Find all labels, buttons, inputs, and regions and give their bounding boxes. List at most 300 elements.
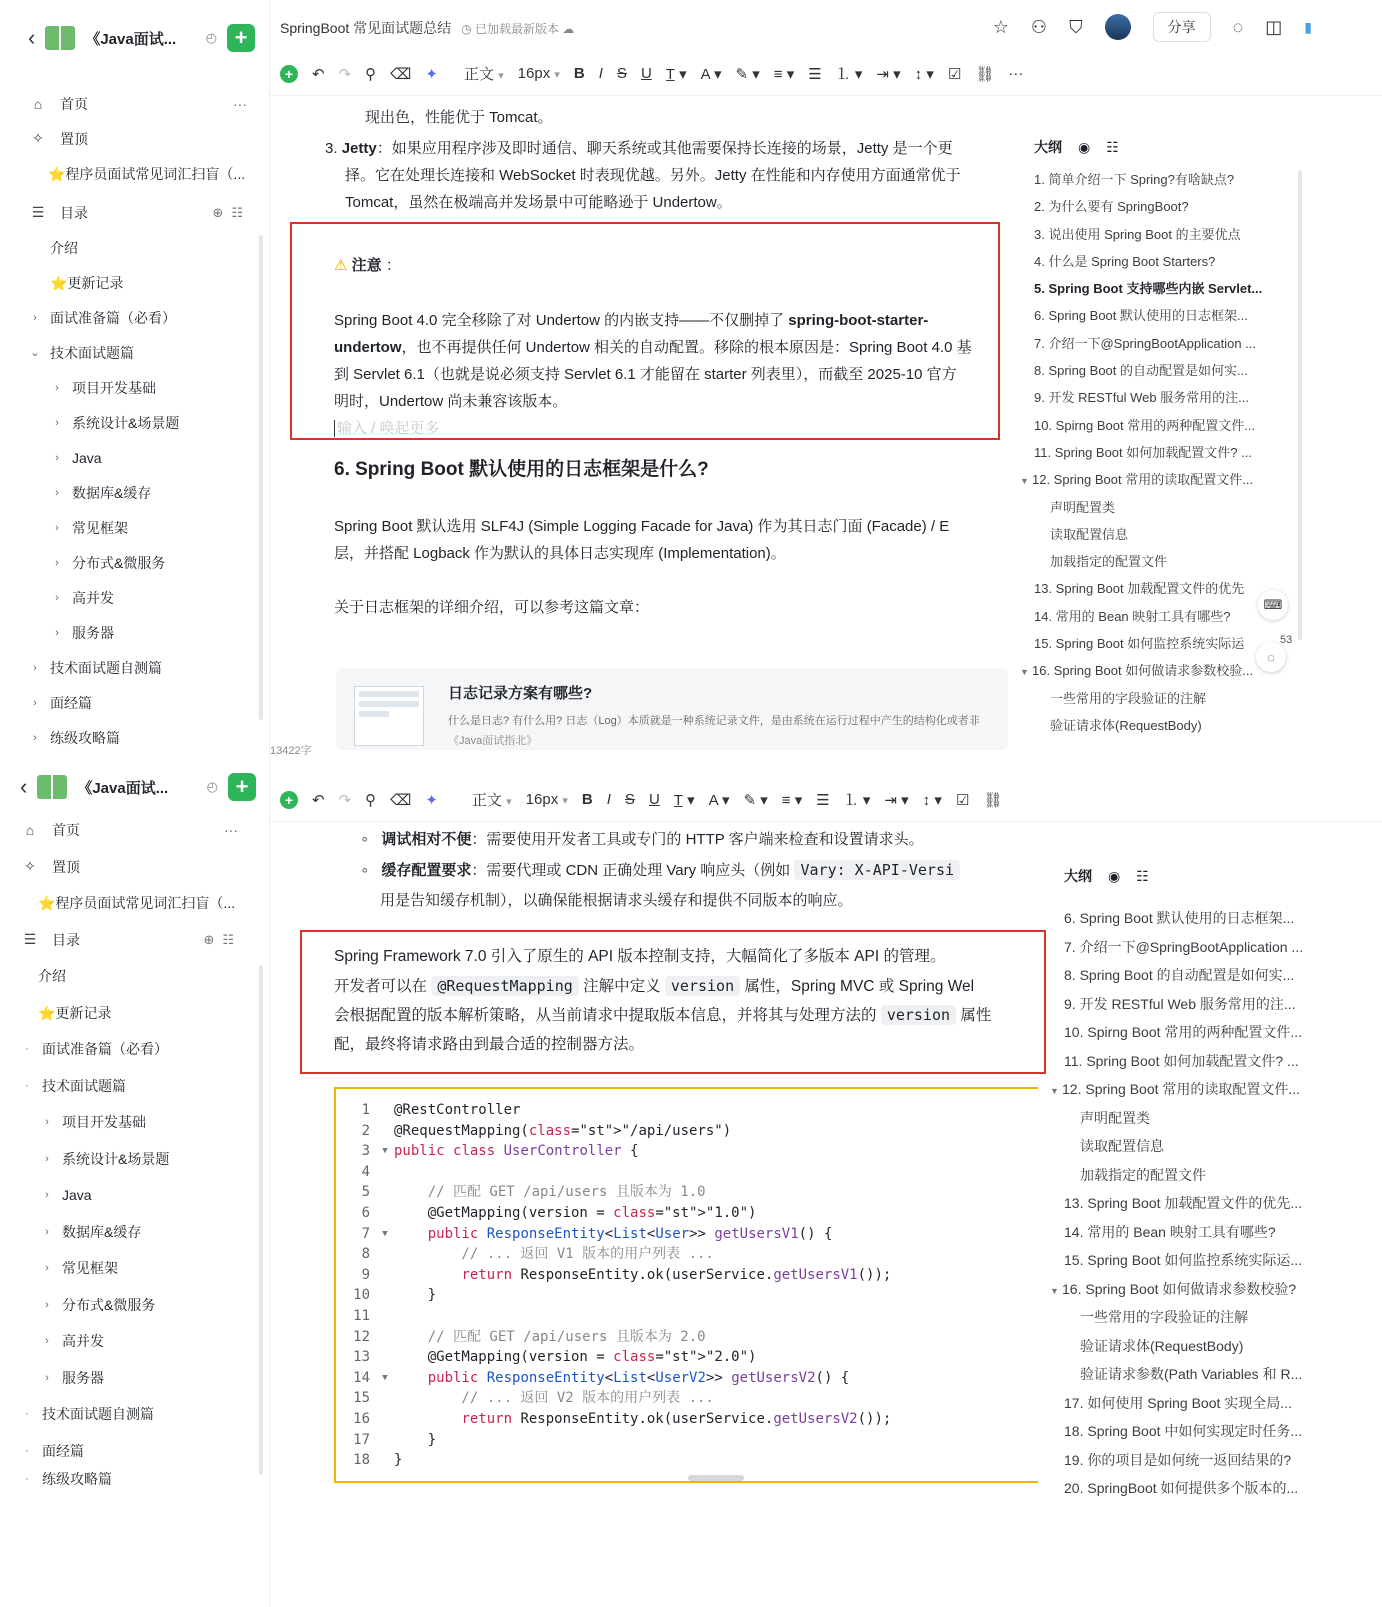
chevron-right-icon[interactable]: › [45,1189,49,1202]
paragraph: 关于日志框架的详细介绍，可以参考这篇文章： [334,599,650,616]
sidebar-item-label: 首页 [60,95,88,112]
chevron-down-icon[interactable]: ▼ [1050,1086,1059,1096]
sidebar-item-label: 目录 [60,204,88,221]
settings-circle-icon[interactable]: ◴ [206,779,218,794]
outline-item-expandable[interactable] [1050,1276,1340,1305]
sidebar-item-label: 面试准备篇（必看） [42,1041,168,1058]
settings-circle-icon[interactable]: ◴ [205,30,217,45]
chevron-right-icon[interactable]: › [45,1116,49,1129]
sidebar-item-label: 项目开发基础 [62,1114,146,1131]
back-icon[interactable]: ‹ [28,25,36,50]
redo-icon[interactable]: ↷ [338,65,352,83]
outline-item[interactable]: 18. Spring Boot 中如何实现定时任务... [1064,1423,1303,1439]
code-text: public class UserController { [394,1143,639,1160]
sidebar-item-label: ⭐程序员面试常见词汇扫盲（... [48,165,246,182]
fold-spacer [376,1162,394,1183]
code-text: // 匹配 GET /api/users 且版本为 2.0 [394,1328,706,1345]
strikethrough-icon[interactable]: S [624,791,635,808]
line-number: 9 [361,1266,370,1283]
card-title: 日志记录方案有哪些? [448,685,593,702]
sidebar-item-label: 面试准备篇（必看） [50,309,176,326]
sidebar-item-label: 常见框架 [62,1260,118,1277]
collaborator-icon[interactable]: ⚇ [1030,16,1048,37]
sidebar-scrollbar[interactable] [259,965,263,1475]
chevron-right-icon[interactable]: › [55,451,59,464]
bullet-text: ：需要使用开发者工具或专门的 HTTP 客户端来检查和设置请求头。 [471,831,924,848]
sidebar-item-intro[interactable] [20,958,260,995]
sidebar-item-toc[interactable] [20,922,260,959]
eye-icon[interactable]: ◉ [1078,138,1091,155]
line-number: 6 [361,1204,370,1221]
code-block[interactable] [334,1087,1038,1483]
back-icon[interactable]: ‹ [20,774,28,799]
sidebar-header [0,0,269,76]
toc-tools-icon[interactable]: ⊕☷ [203,931,242,947]
chevron-right-icon[interactable]: › [33,731,37,744]
sidebar-item-java[interactable] [28,440,269,475]
sidebar-item-intro[interactable] [28,230,269,265]
chevron-right-icon[interactable]: › [45,1225,49,1238]
bullet-bold: 缓存配置要求 [381,862,472,879]
sidebar-item-prep[interactable] [20,1031,260,1068]
sidebar-item-changelog[interactable] [20,995,260,1032]
font-size-select[interactable] [526,791,568,808]
chevron-right-icon[interactable]: › [55,416,59,429]
warning-icon: ⚠ [334,257,348,274]
inline-code: @RequestMapping [431,976,578,996]
outline-subitem[interactable]: 验证请求参数(Path Variables 和 R... [1080,1366,1303,1382]
editor-pane-bottom [0,775,1382,1607]
line-number: 16 [353,1410,370,1427]
note-text: ，也不再提供任何 Undertow 相关的自动配置。移除的根本原因是：Spring Boot 4.0 基 [401,339,972,356]
code-text: return ResponseEntity.ok(userService.getUsersV1()); [461,1266,892,1283]
outline-item[interactable]: 11. Spring Boot 如何加载配置文件? ... [1034,444,1252,460]
line-number: 2 [361,1122,370,1139]
sidebar-item-label: 置顶 [52,858,80,875]
sidebar-item-db[interactable] [20,1214,260,1251]
outline-item-label: 12. Spring Boot 常用的读取配置文件... [1062,1081,1301,1097]
share-button[interactable]: 分享 [1153,12,1211,42]
code-text: // ... 返回 V1 版本的用户列表 ... [394,1246,714,1263]
pin-icon: ✧ [24,858,36,875]
chevron-down-icon: ▾ [562,795,568,807]
underline-icon[interactable]: U [648,791,660,808]
chevron-down-icon[interactable]: ⌄ [30,347,40,359]
sidebar-scrollbar[interactable] [259,235,263,720]
sidebar-item-label: 置顶 [60,130,88,147]
sidebar-item-db[interactable] [28,475,269,510]
list-icon[interactable]: ☷ [1106,138,1119,155]
outline-item[interactable]: 17. 如何使用 Spring Boot 实现全局... [1064,1394,1292,1411]
ordered-list-icon[interactable]: ⒈ ▾ [835,66,863,83]
outline-item-label: 16. Spring Boot 如何做请求参数校验? [1062,1280,1297,1297]
chevron-right-icon[interactable]: › [55,486,59,499]
chevron-right-icon[interactable]: › [45,1298,49,1311]
sidebar-item-label: Java [72,449,102,466]
doc-title: SpringBoot 常见面试题总结 [280,20,452,36]
sidebar-item-project[interactable] [28,370,269,405]
sidebar-item-framework[interactable] [20,1250,260,1287]
line-number: 10 [353,1287,370,1304]
outline-item[interactable]: 7. 介绍一下@SpringBootApplication ... [1034,335,1257,351]
chevron-right-icon[interactable]: › [33,311,37,324]
home-icon: ⌂ [25,822,35,839]
font-size-select[interactable] [518,65,560,82]
bullet-list-icon[interactable]: ☰ [816,791,830,809]
outline-item[interactable]: 6. Spring Boot 默认使用的日志框架... [1064,910,1295,926]
more-icon[interactable]: ··· [224,822,238,839]
indent-icon[interactable]: ⇥ ▾ [884,791,909,809]
outline-item[interactable]: 1. 简单介绍一下 Spring?有啥缺点? [1034,172,1235,187]
outline-subitem[interactable]: 声明配置类 [1080,1109,1150,1126]
code-line [336,1430,1038,1451]
sidebar-item-glossary[interactable] [20,885,260,922]
outline-subitem[interactable]: 加载指定的配置文件 [1080,1166,1206,1183]
add-button[interactable]: + [228,773,256,801]
sidebar-item-pinned[interactable] [20,849,260,886]
outline-subitem[interactable]: 声明配置类 [1050,499,1116,515]
panel-icon[interactable]: ▮ [1304,18,1312,35]
sidebar-item-label: ⭐程序员面试常见词汇扫盲（... [38,895,236,912]
sidebar-item-label: 分布式&微服务 [72,554,166,571]
paragraph-text: 开发者可以在 [334,977,432,995]
more-icon[interactable]: ··· [233,95,247,112]
sidebar-item-home[interactable] [28,86,269,121]
note-text: Spring Boot 4.0 完全移除了对 Undertow 的内嵌支持——不仅删掉了 [334,312,789,329]
outline-item[interactable]: 10. Spirng Boot 常用的两种配置文件... [1034,417,1256,433]
undo-icon[interactable]: ↶ [312,65,325,83]
chevron-right-icon[interactable]: › [55,381,59,394]
chevron-right-icon[interactable]: › [45,1262,49,1275]
code-line [336,1306,1038,1327]
chevron-right-icon[interactable]: › [33,661,37,674]
bold-icon[interactable]: B [581,791,593,808]
code-text: return ResponseEntity.ok(userService.getUsersV2()); [461,1410,892,1427]
eye-icon[interactable]: ◉ [1108,867,1121,884]
chevron-right-icon[interactable]: › [55,521,59,534]
chevron-right-icon[interactable]: › [55,591,59,604]
outline-item[interactable]: 14. 常用的 Bean 映射工具有哪些? [1034,608,1231,624]
clear-format-icon[interactable]: ⌫ [390,791,412,809]
sidebar-item-levelup[interactable] [20,1469,260,1489]
sidebar-item-distributed[interactable] [28,545,269,580]
line-number: 11 [353,1307,370,1324]
code-line [336,1347,1038,1368]
sidebar-item-label: ⭐更新记录 [50,274,124,291]
outline-item[interactable]: 8. Spring Boot 的自动配置是如何实... [1034,363,1248,379]
outline-subitem[interactable]: 一些常用的字段验证的注解 [1080,1309,1248,1325]
chevron-right-icon[interactable]: › [45,1152,49,1165]
fold-spacer [376,1100,394,1121]
fold-spacer [376,1409,394,1430]
code-line [336,1368,1038,1389]
inline-code: version [881,1005,956,1025]
sidebar [0,775,270,1607]
paragraph-text: 会根据配置的版本解析策略，从当前请求中提取版本信息，并将其与处理方法的 [334,1007,881,1024]
chevron-right-icon[interactable]: › [55,626,59,639]
ordered-list-icon[interactable]: ⒈ ▾ [843,792,871,809]
outline-item[interactable]: 15. Spring Boot 如何监控系统实际运 [1034,636,1245,652]
star-icon[interactable]: ☆ [992,16,1009,37]
doc-status: ◷ 已加载最新版本 ☁ [461,21,575,36]
code-line [336,1244,1038,1265]
chevron-down-icon: ▾ [506,796,512,808]
sidebar-item-home[interactable] [20,812,260,849]
sidebar-item-experience[interactable] [28,685,269,720]
outline-subitem[interactable]: 验证请求体(RequestBody) [1050,717,1202,733]
line-number: 12 [353,1328,370,1345]
style-select-value: 正文 [471,792,502,809]
highlight-icon[interactable]: ✎ ▾ [743,791,768,809]
outline-subitem[interactable]: 读取配置信息 [1080,1138,1164,1154]
style-select[interactable] [472,789,512,810]
chevron-right-icon[interactable]: › [33,696,37,709]
line-height-icon[interactable]: ↕ ▾ [914,65,934,83]
outline-item[interactable]: 7. 介绍一下@SpringBootApplication ... [1064,938,1304,955]
list-text: ：如果应用程序涉及即时通信、聊天系统或其他需要保持长连接的场景，Jetty 是一个更 [376,140,953,157]
sidebar-item-label: 技术面试题篇 [50,344,134,361]
chevron-right-icon[interactable]: · [25,1444,29,1457]
code-text: @GetMapping(version = class="st">"1.0") [394,1204,757,1221]
bullet-item [300,825,1038,855]
paragraph-text: 层，并搭配 Logback 作为默认的具体日志实现库 (Implementation)。 [334,545,786,562]
chevron-right-icon[interactable]: · [25,1043,29,1056]
outline-subitem[interactable]: 一些常用的字段验证的注解 [1050,690,1207,706]
sidebar-item-project[interactable] [20,1104,260,1141]
note-bold: spring-boot-starter-undertow [334,312,929,356]
sidebar-item-server[interactable] [28,615,269,650]
sidebar-item-label: 高并发 [62,1333,104,1350]
chevron-down-icon[interactable]: ▼ [1050,1285,1059,1296]
list-icon[interactable]: ☷ [1136,867,1149,884]
note-label: 注意 [351,257,382,274]
code-line [336,1285,1038,1306]
outline-item-expandable[interactable] [1050,1076,1340,1105]
sidebar-item-label: 服务器 [62,1369,104,1386]
chevron-right-icon[interactable]: › [45,1371,49,1384]
outline-scrollbar[interactable] [1298,170,1302,640]
chevron-right-icon[interactable]: · [25,1473,29,1485]
layout-icon[interactable]: ◫ [1265,16,1283,37]
sidebar-item-label: 服务器 [72,624,114,641]
chevron-down-icon[interactable]: ▼ [1020,476,1029,487]
outline-item[interactable]: 11. Spring Boot 如何加载配置文件? ... [1064,1052,1299,1069]
fold-spacer [376,1121,394,1142]
highlight-box [290,222,1000,440]
sidebar [0,0,270,775]
sidebar-item-concurrency[interactable] [20,1323,260,1360]
keyboard-icon[interactable]: ⌨ [1258,590,1288,620]
sidebar-item-concurrency[interactable] [28,580,269,615]
code-line [336,1224,1038,1245]
chevron-right-icon[interactable]: › [55,556,59,569]
line-number: 14 [353,1369,370,1386]
font-size-value: 16px [517,65,551,82]
text-style-icon[interactable]: T̲ ▾ [665,65,687,83]
format-painter-icon[interactable]: ⚲ [365,65,377,83]
chevron-right-icon[interactable]: › [45,1335,49,1348]
fold-spacer [376,1347,394,1368]
sidebar-item-server[interactable] [20,1360,260,1397]
sidebar-item-framework[interactable] [28,510,269,545]
italic-icon[interactable]: I [598,65,603,82]
bullet-list-icon[interactable]: ☰ [808,65,822,83]
outline-item-active[interactable]: 5. Spring Boot 支持哪些内嵌 Servlet... [1034,281,1263,297]
task-icon[interactable]: ☑ [955,791,970,809]
paragraph-text: Spring Boot 默认选用 SLF4J (Simple Logging Facade for Java) 作为其日志门面 (Facade) / E [334,518,950,535]
outline-item[interactable]: 4. 什么是 Spring Boot Starters? [1034,253,1216,269]
outline-title: 大纲 [1064,868,1092,884]
redo-icon[interactable]: ↷ [338,791,352,809]
paragraph-line [334,1001,1038,1031]
header-actions [993,12,1312,42]
link-icon[interactable]: ⛓ [983,791,1003,809]
more-icon[interactable]: ··· [1008,65,1024,82]
format-painter-icon[interactable]: ⚲ [365,791,377,809]
present-icon[interactable]: ⛉ [1069,16,1083,37]
bullet-text: 用是告知缓存机制），以确保能根据请求头缓存和提供不同版本的响应。 [380,892,853,909]
avatar[interactable] [1105,14,1131,40]
fold-spacer [376,1265,394,1286]
font-color-icon[interactable]: A ▾ [708,791,730,809]
undo-icon[interactable]: ↶ [312,791,325,809]
sidebar-item-toc[interactable] [28,195,269,230]
insert-icon[interactable]: + [280,791,298,809]
highlight-icon[interactable]: ✎ ▾ [735,65,760,83]
book-icon [37,775,67,799]
outline-item[interactable]: 3. 说出使用 Spring Boot 的主要优点 [1034,226,1241,242]
sidebar-item-label: 介绍 [50,239,78,256]
sidebar-item-glossary[interactable] [28,156,269,191]
align-icon[interactable]: ≡ ▾ [773,65,795,83]
sidebar-item-design[interactable] [28,405,269,440]
sidebar-item-distributed[interactable] [20,1287,260,1324]
book-title[interactable]: 《Java面试... [77,779,169,797]
outline-item[interactable]: 15. Spring Boot 如何监控系统实际运... [1064,1252,1303,1268]
outline-subitem[interactable]: 加载指定的配置文件 [1050,554,1168,570]
fold-caret-icon[interactable]: ▼ [382,1146,388,1157]
sidebar-nav [0,86,269,755]
task-icon[interactable]: ☑ [947,65,962,83]
highlighted-paragraph [334,943,1038,1063]
outline-item[interactable]: 20. SpringBoot 如何提供多个版本的... [1064,1480,1299,1496]
bullet-dot: ∘ [360,831,370,848]
sidebar-item-label: 技术面试题自测篇 [42,1406,154,1423]
ai-icon[interactable]: ✦ [425,791,438,809]
toc-icon: ☰ [23,931,37,948]
sidebar-item-label: 目录 [52,931,80,948]
sidebar-item-pinned[interactable] [28,121,269,156]
outline-item[interactable]: 6. Spring Boot 默认使用的日志框架... [1034,308,1248,324]
sidebar-item-prep[interactable] [28,300,269,335]
fold-caret-icon[interactable]: ▼ [382,1372,388,1383]
fold-spacer [376,1203,394,1224]
outline-subitem[interactable]: 读取配置信息 [1050,526,1129,542]
outline-item[interactable]: 9. 开发 RESTful Web 服务常用的注... [1064,995,1296,1012]
sidebar-item-selftest[interactable] [20,1396,260,1433]
outline-item[interactable]: 9. 开发 RESTful Web 服务常用的注... [1034,390,1250,406]
code-line [336,1121,1038,1142]
chevron-down-icon[interactable]: ▼ [1020,667,1029,678]
outline-item-expandable[interactable] [1020,466,1310,493]
doc-status-text: 已加载最新版本 [474,21,559,36]
bullet-bold: 调试相对不便 [381,831,472,848]
sidebar-item-tech[interactable] [28,335,269,370]
text-style-icon[interactable]: T̲ ▾ [673,791,695,809]
underline-icon[interactable]: U [640,65,652,82]
card-thumbnail [354,686,424,746]
book-title[interactable]: 《Java面试... [85,30,177,48]
link-icon[interactable]: ⛓ [975,65,995,83]
outline-item[interactable]: 8. Spring Boot 的自动配置是如何实... [1064,967,1295,983]
toc-tools-icon[interactable]: ⊕☷ [212,204,251,220]
sidebar-item-design[interactable] [20,1141,260,1178]
fold-spacer [376,1388,394,1409]
code-text: } [394,1431,437,1448]
list-item-jetty [290,135,1008,216]
code-line [336,1100,1038,1121]
editor-input[interactable]: 输入 / 唤起更多 [334,420,440,437]
outline-item[interactable]: 13. Spring Boot 加载配置文件的优先... [1064,1195,1303,1211]
bullet-item [300,855,1038,886]
insert-icon[interactable]: + [280,65,298,83]
sidebar-nav [0,812,260,1489]
pin-icon: ✧ [32,130,44,146]
list-number: 3. [325,140,338,157]
chevron-down-icon: ▾ [554,69,560,81]
sidebar-item-tech[interactable] [20,1068,260,1105]
indent-icon[interactable]: ⇥ ▾ [876,65,901,83]
link-card[interactable] [336,668,1008,750]
sidebar-item-changelog[interactable] [28,265,269,300]
outline-item[interactable]: 13. Spring Boot 加载配置文件的优先 [1034,581,1245,597]
bold-icon[interactable]: B [573,65,585,82]
outline-item[interactable]: 2. 为什么要有 SpringBoot? [1034,199,1189,215]
paragraph-line [334,972,1038,1002]
bullet-dot: ∘ [360,862,370,879]
chevron-down-icon[interactable]: · [25,1079,29,1092]
outline-item[interactable]: 14. 常用的 Bean 映射工具有哪些? [1064,1223,1276,1240]
clear-format-icon[interactable]: ⌫ [390,65,412,83]
outline-item[interactable]: 19. 你的项目是如何统一返回结果的? [1064,1451,1292,1468]
book-icon [45,26,75,50]
font-color-icon[interactable]: A ▾ [700,65,722,83]
sidebar-item-label: 系统设计&场景题 [62,1150,170,1167]
line-number: 5 [361,1184,370,1201]
outline-item[interactable]: 10. Spirng Boot 常用的两种配置文件... [1064,1024,1303,1040]
outline-subitem[interactable]: 验证请求体(RequestBody) [1080,1337,1244,1354]
comment-bubble-icon[interactable]: ◌ [1256,642,1286,672]
code-text: @RestController [394,1102,521,1118]
add-button[interactable]: + [227,24,255,52]
sidebar-item-selftest[interactable] [28,650,269,685]
align-icon[interactable]: ≡ ▾ [781,791,803,809]
ai-icon[interactable]: ✦ [425,65,438,83]
strikethrough-icon[interactable]: S [616,65,627,82]
code-text: // 匹配 GET /api/users 且版本为 1.0 [394,1184,706,1201]
sidebar-item-experience[interactable] [20,1433,260,1470]
line-number: 17 [353,1431,370,1448]
sidebar-item-java[interactable] [20,1177,260,1214]
code-scrollbar[interactable] [688,1475,744,1481]
sidebar-item-label: 分布式&微服务 [62,1296,156,1313]
italic-icon[interactable]: I [606,791,611,808]
chevron-right-icon[interactable]: · [25,1408,29,1421]
fold-caret-icon[interactable]: ▼ [382,1228,388,1239]
comment-icon[interactable]: ◌ [1232,16,1244,37]
style-select[interactable] [464,63,504,84]
line-height-icon[interactable]: ↕ ▾ [922,791,942,809]
